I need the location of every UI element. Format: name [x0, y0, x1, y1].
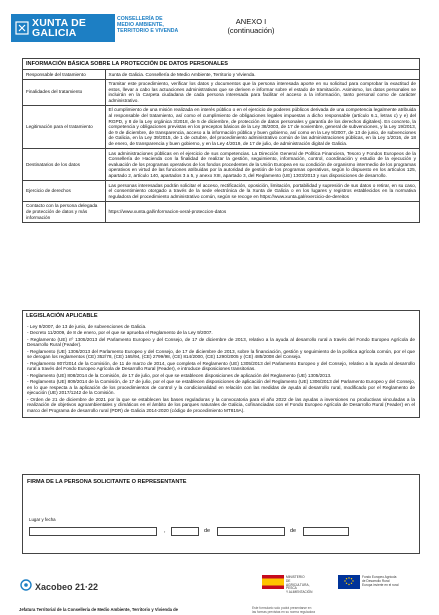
feader-label: Fondo Europeo Agrícola de Desarrollo Rural Europa invierte en el rural [362, 575, 399, 587]
data-protection-section [22, 58, 420, 223]
table-row [23, 149, 419, 181]
separator-de: de [290, 528, 297, 534]
list-item: - Reglamento (UE) 809/2014 de la Comisión, de 17 de julio, por el que se establecen disposiciones de aplicación del Reglamento (UE) 1306/2013 del Parlamento Europeo y del Consejo, en lo que respecta a la aplicación de los procedimientos de control y la condicionalidad en relación con las medidas de ayuda al desarrollo rural, modificado por el Reglamento de ejecución (UE) 2017/1242 de la Comisión. [27, 378, 415, 396]
row-value[interactable]: https://www.xunta.gal/informacion-xeral-proteccion-datos [105, 201, 419, 221]
row-label: Responsable del tratamiento [23, 70, 105, 79]
data-protection-title: INFORMACIÓN BÁSICA SOBRE LA PROTECCIÓN DE DATOS PERSONALES [23, 59, 419, 70]
list-item: - Ley 9/2007, de 13 de junio, de subvenciones de Galicia. [27, 324, 147, 329]
eu-flag-icon [338, 575, 360, 589]
separator-comma: , [164, 528, 166, 534]
page-header [11, 14, 429, 44]
row-value: El cumplimiento de una misión realizada en interés público o en el ejercicio de poderes públicos derivada de una competencia legalmente atribuida al responsable del tratamiento, así como el cumplimiento de obligaciones legales impuestas a dicho responsable (artículo 6.1, letras c) y e) del RGPD, y 8 de la Ley orgánica 3/2018, de 5 de diciembre, de protección de datos personales y garantía de los derechos digitales). En concreto, la competencia y obligaciones previstas en los preceptos básicos de la Ley 38/2003, de 17 de noviembre, general de subvenciones, y la Ley 19/2013, de 9 de diciembre, de transparencia, acceso a la información pública y buen gobierno, así como en la Ley 9/2007, de 13 de junio, de subvenciones de Galicia, en la Ley 39/2015, de 1 de octubre, del procedimiento administrativo común de las administraciones públicas, en la Ley 1/2016, de 18 de enero, de transparencia y buen gobierno, y en la Ley 4/2019, de 17 de julio, de administración digital de Galicia. [105, 105, 419, 148]
row-value: Xunta de Galicia. Consellería de Medio Ambiente, Territorio y Vivienda. [108, 71, 256, 77]
row-value: Tramitar este procedimiento, verificar los datos y documentos que la persona interesada aporte en su solicitud para comprobar la exactitud de estos, llevar a cabo las actuaciones administrativas que se deriven e informar sobre el estado de tramitación. Asimismo, los datos personales se incluirán en la Carpeta ciudadana de cada persona interesada para facilitar el acceso a la información, tanto personal como de carácter administrativo. [105, 79, 419, 105]
place-input[interactable] [29, 527, 157, 536]
row-label: Ejercicio de derechos [23, 181, 105, 202]
signature-section [22, 474, 420, 554]
xunta-logo [11, 14, 115, 42]
table-row [23, 181, 419, 202]
table-row [23, 79, 419, 105]
list-item: - Reglamento (UE) nº 1305/2013 del Parlamento Europeo y del Consejo, de 17 de diciembre de 2013, relativo a la ayuda al desarrollo rural a través del Fondo Europeo Agrícola de Desarrollo Rural (Feader). [27, 336, 415, 348]
xacobeo-logo [20, 578, 98, 596]
xacobeo-icon [20, 578, 32, 596]
table-row [23, 70, 419, 79]
row-label: Contacto con la persona delegada de protección de datos y más información [23, 201, 105, 221]
list-item: - Reglamento (UE) 808/2014 de la Comisión, de 17 de julio, por el que se establecen disposiciones de aplicación del Reglamento (UE) 1305/2013. [27, 372, 332, 378]
data-protection-table [23, 70, 419, 222]
annex-title: ANEXO I (continuación) [227, 17, 275, 35]
signature-title: FIRMA DE LA PERSONA SOLICITANTE O REPRESENTANTE [27, 479, 187, 485]
row-label: Destinatarios de los datos [23, 149, 105, 181]
row-value: Las personas interesadas podrán solicitar el acceso, rectificación, oposición, limitación, portabilidad y supresión de sus datos o retirar, en su caso, el consentimiento otorgado a través de la sede electrónica de la Xunta de Galicia o en los lugares y registros establecidos en la normativa reguladora del procedimiento administrativo común, según se recoge en https://www.xunta.gal/exercicio-de-dereitos [105, 181, 419, 202]
page-footer [0, 568, 439, 615]
row-label: Legitimación para el tratamiento [23, 105, 105, 148]
legislation-list [23, 321, 419, 417]
table-row [23, 105, 419, 148]
ministry-label: MINISTERIO DE AGRICULTURA, PESCA Y ALIMENTACIÓN [286, 575, 313, 595]
list-item: - Reglamento (UE) 1306/2013 del Parlamento Europeo y del Consejo, de 17 de diciembre de 2013, sobre la financiación, gestión y seguimiento de la política agrícola común, por el que se derogan los reglamentos (CE) 352/78, (CE) 165/94, (CE) 2799/98, (CE) 814/2000, (CE) 1290/2005 y (CE) 485/2008 del Consejo. [27, 348, 415, 360]
separator-de: de [204, 528, 211, 534]
list-item: - Reglamento 807/2014 de la Comisión, de 11 de marzo de 2014, que completa el Reglamento (UE) 1305/2013 del Parlamento Europeo y del Consejo, relativo a la ayuda al desarrollo rural a través del Fondo Europeo Agrícola de Desarrollo Rural (Feader), e introduce disposiciones transitorias. [27, 360, 415, 372]
footer-note: Este formulario solo podrá presentarse en las formas previstas en su norma reguladora [252, 606, 316, 614]
department-name: CONSELLERÍA DE MEDIO AMBIENTE, TERRITORIO E VIVENDA [117, 16, 179, 34]
xacobeo-text: Xacobeo 21·22 [35, 582, 99, 592]
place-date-label: Lugar y fecha [29, 517, 56, 522]
list-item: - Decreto 11/2009, de 8 de enero, por el que se aprueba el Reglamento de la Ley 9/2007. [27, 330, 213, 336]
list-item: - Orden de 21 de diciembre de 2021 por la que se establecen las bases reguladoras y la convocatoria para el año 2022 de las ayudas a inversiones no productivas vinculadas a la realización de objetivos agroambientales y climáticos en el ámbito de los parques naturales de Galicia, cofinanciadas con el Fondo Europeo Agrícola de Desarrollo Rural (Feader) en el marco del Programa de desarrollo rural (PDR) de Galicia 2014-2020 (código de procedimiento MT819A). [27, 396, 415, 413]
row-value: Las administraciones públicas en el ejercicio de sus competencias. La Dirección General de Política Financiera, Tesoro y Fondos Europeos de la Consellería de Hacienda con la finalidad de realizar la gestión, seguimiento, información, control, coordinación y estudio de la ejecución y evaluación de los programas operativos de los fondos procedentes de la Unión Europea en su condición de organismo intermedio de los programas operativos en virtud de las funciones atribuidas por la autoridad de gestión de los programas operativos, según lo dispuesto en los artículos 125, apartado 2, artículo 140, apartados 3 a 5, y anexo XIII, apartado 3, del Reglamento (UE) 1303/2013 y sus disposiciones de desarrollo. [105, 149, 419, 181]
legislation-section [22, 310, 420, 418]
logo-text: XUNTA DE GALICIA [32, 17, 87, 39]
month-input[interactable] [217, 527, 285, 536]
spain-flag-icon [262, 575, 284, 589]
table-row [23, 201, 419, 221]
legislation-title: LEGISLACIÓN APLICABLE [26, 313, 98, 319]
year-input[interactable] [303, 527, 349, 536]
day-input[interactable] [171, 527, 199, 536]
row-label: Finalidades del tratamiento [23, 79, 105, 105]
xunta-emblem-icon [15, 21, 29, 35]
territorial-office: Jefatura Territorial de la Consellería de Medio Ambiente, Territorio y Vivienda de [19, 607, 179, 612]
